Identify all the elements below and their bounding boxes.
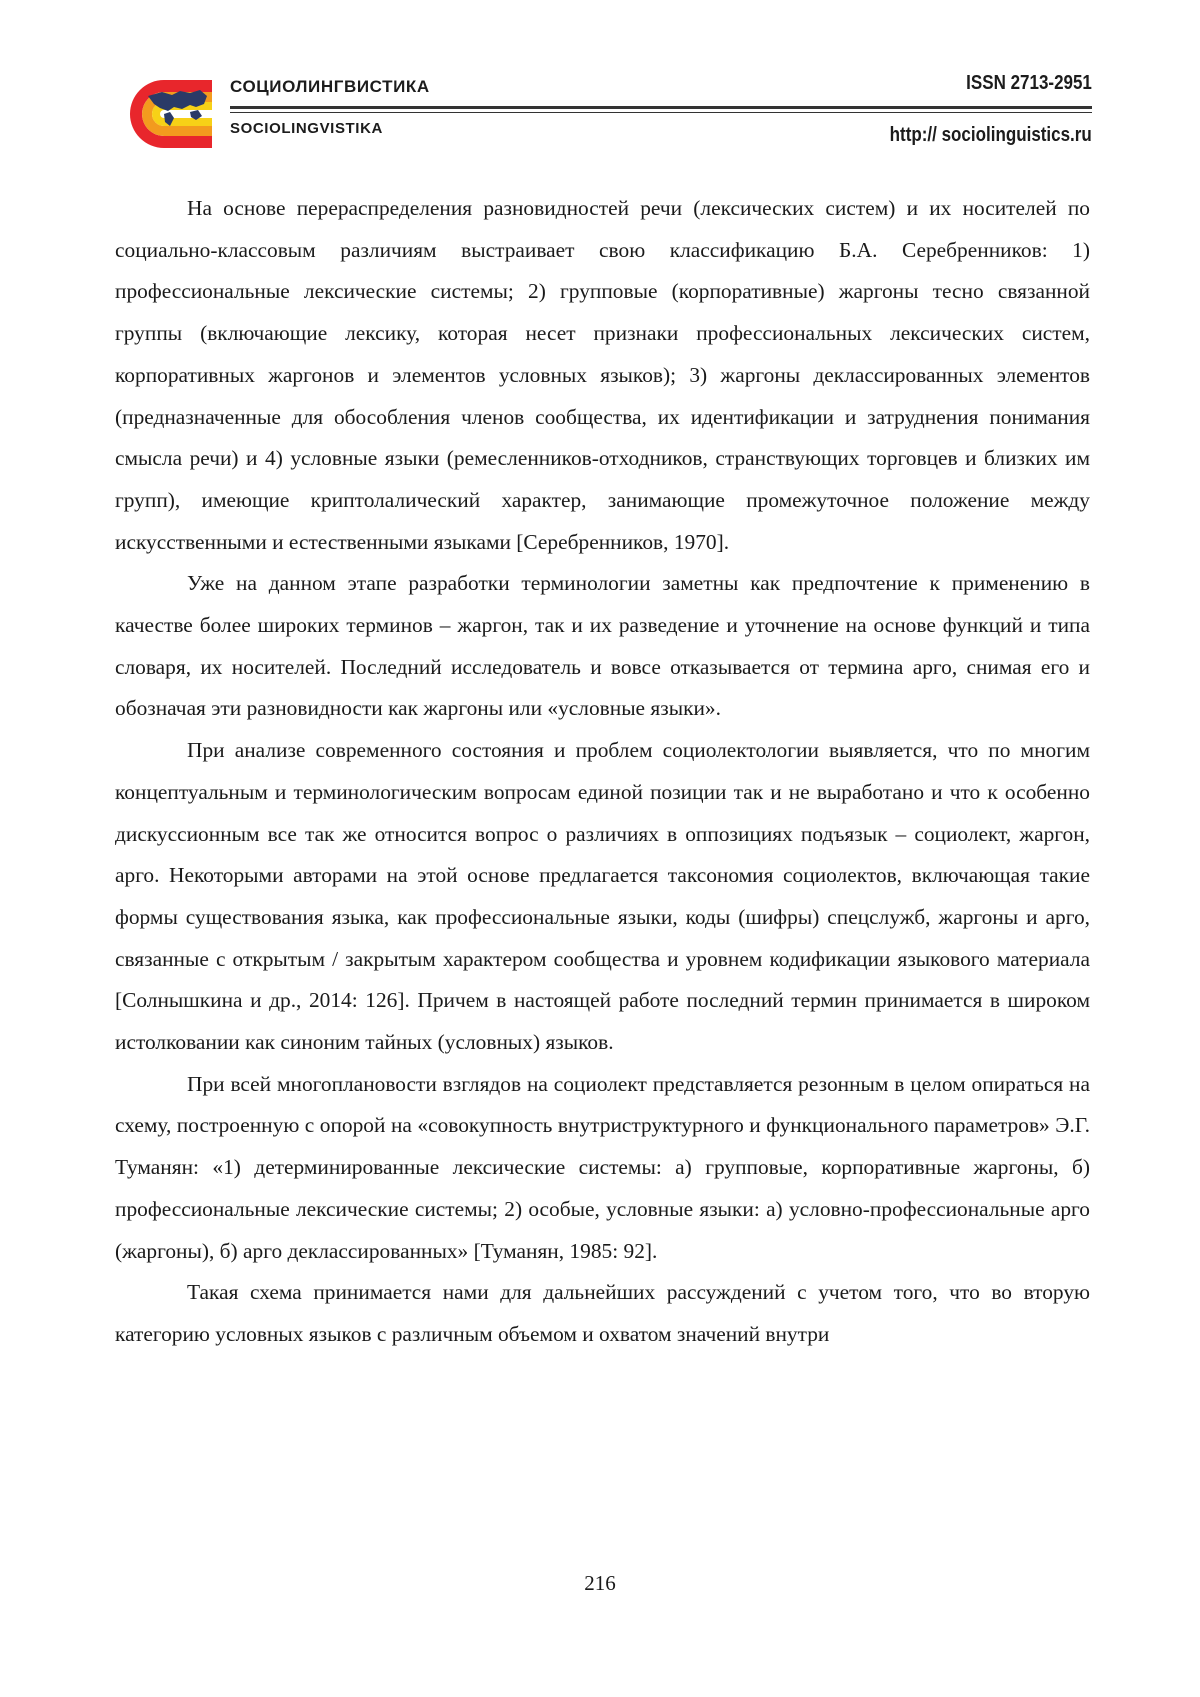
header-divider — [230, 106, 1092, 109]
header-divider-thin — [230, 112, 1092, 113]
journal-url[interactable]: http:// sociolinguistics.ru — [889, 124, 1092, 146]
issn-label: ISSN 2713-2951 — [966, 72, 1092, 94]
journal-logo-icon — [112, 74, 212, 154]
article-body — [115, 188, 1090, 1356]
journal-header — [112, 62, 1092, 152]
paragraph: При всей многоплановости взглядов на социолект представляется резонным в целом опираться на схему, построенную с опорой на «совокупность внутриструктурного и функционального параметров» Э.Г. Туманян: «1) детерминированные лексические системы: а) групповые, корпоративные жаргоны, б) профессиональные лексические системы; 2) особые, условные языки: а) условно-профессиональные арго (жаргоны), б) арго деклассированных» [Туманян, 1985: 92]. — [115, 1071, 1090, 1263]
paragraph: На основе перераспределения разновидностей речи (лексических систем) и их носителей по социально-классовым различиям выстраивает свою классификацию Б.А. Серебренников: 1) профессиональные лексические системы; 2) групповые (корпоративные) жаргоны тесно связанной группы (включающие лексику, которая несет признаки профессиональных лексических систем, корпоративных жаргонов и элементов условных языков); 3) жаргоны деклассированных элементов (предназначенные для обособления членов сообщества, их идентификации и затруднения понимания смысла речи) и 4) условные языки (ремесленников-отходников, странствующих торговцев и близких им групп), имеющие криптолалический характер, занимающие промежуточное положение между искусственными и естественными языками [Серебренников, 1970]. — [115, 196, 1090, 554]
paragraph: При анализе современного состояния и проблем социолектологии выявляется, что по многим концептуальным и терминологическим вопросам единой позиции так и не выработано и что к особенно дискуссионным все так же относится вопрос о различиях в оппозициях подъязык – социолект, жаргон, арго. Некоторыми авторами на этой основе предлагается таксономия социолектов, включающая такие формы существования языка, как профессиональные языки, коды (шифры) спецслужб, жаргоны и арго, связанные с открытым / закрытым характером сообщества и уровнем кодификации языкового материала [Солнышкина и др., 2014: 126]. Причем в настоящей работе последний термин принимается в широком истолковании как синоним тайных (условных) языков. — [115, 738, 1090, 1055]
journal-name-en: SOCIOLINGVISTIKA — [230, 120, 383, 137]
page-number: 216 — [584, 1571, 616, 1595]
paragraph: Уже на данном этапе разработки терминологии заметны как предпочтение к применению в качестве более широких терминов – жаргон, так и их разведение и уточнение на основе функций и типа словаря, их носителей. Последний исследователь и вовсе отказывается от термина арго, снимая его и обозначая эти разновидности как жаргоны или «условные языки». — [115, 571, 1090, 721]
journal-name-ru: СОЦИОЛИНГВИСТИКА — [230, 77, 430, 96]
paragraph: Такая схема принимается нами для дальнейших рассуждений с учетом того, что во вторую категорию условных языков с различным объемом и охватом значений внутри — [115, 1280, 1090, 1346]
